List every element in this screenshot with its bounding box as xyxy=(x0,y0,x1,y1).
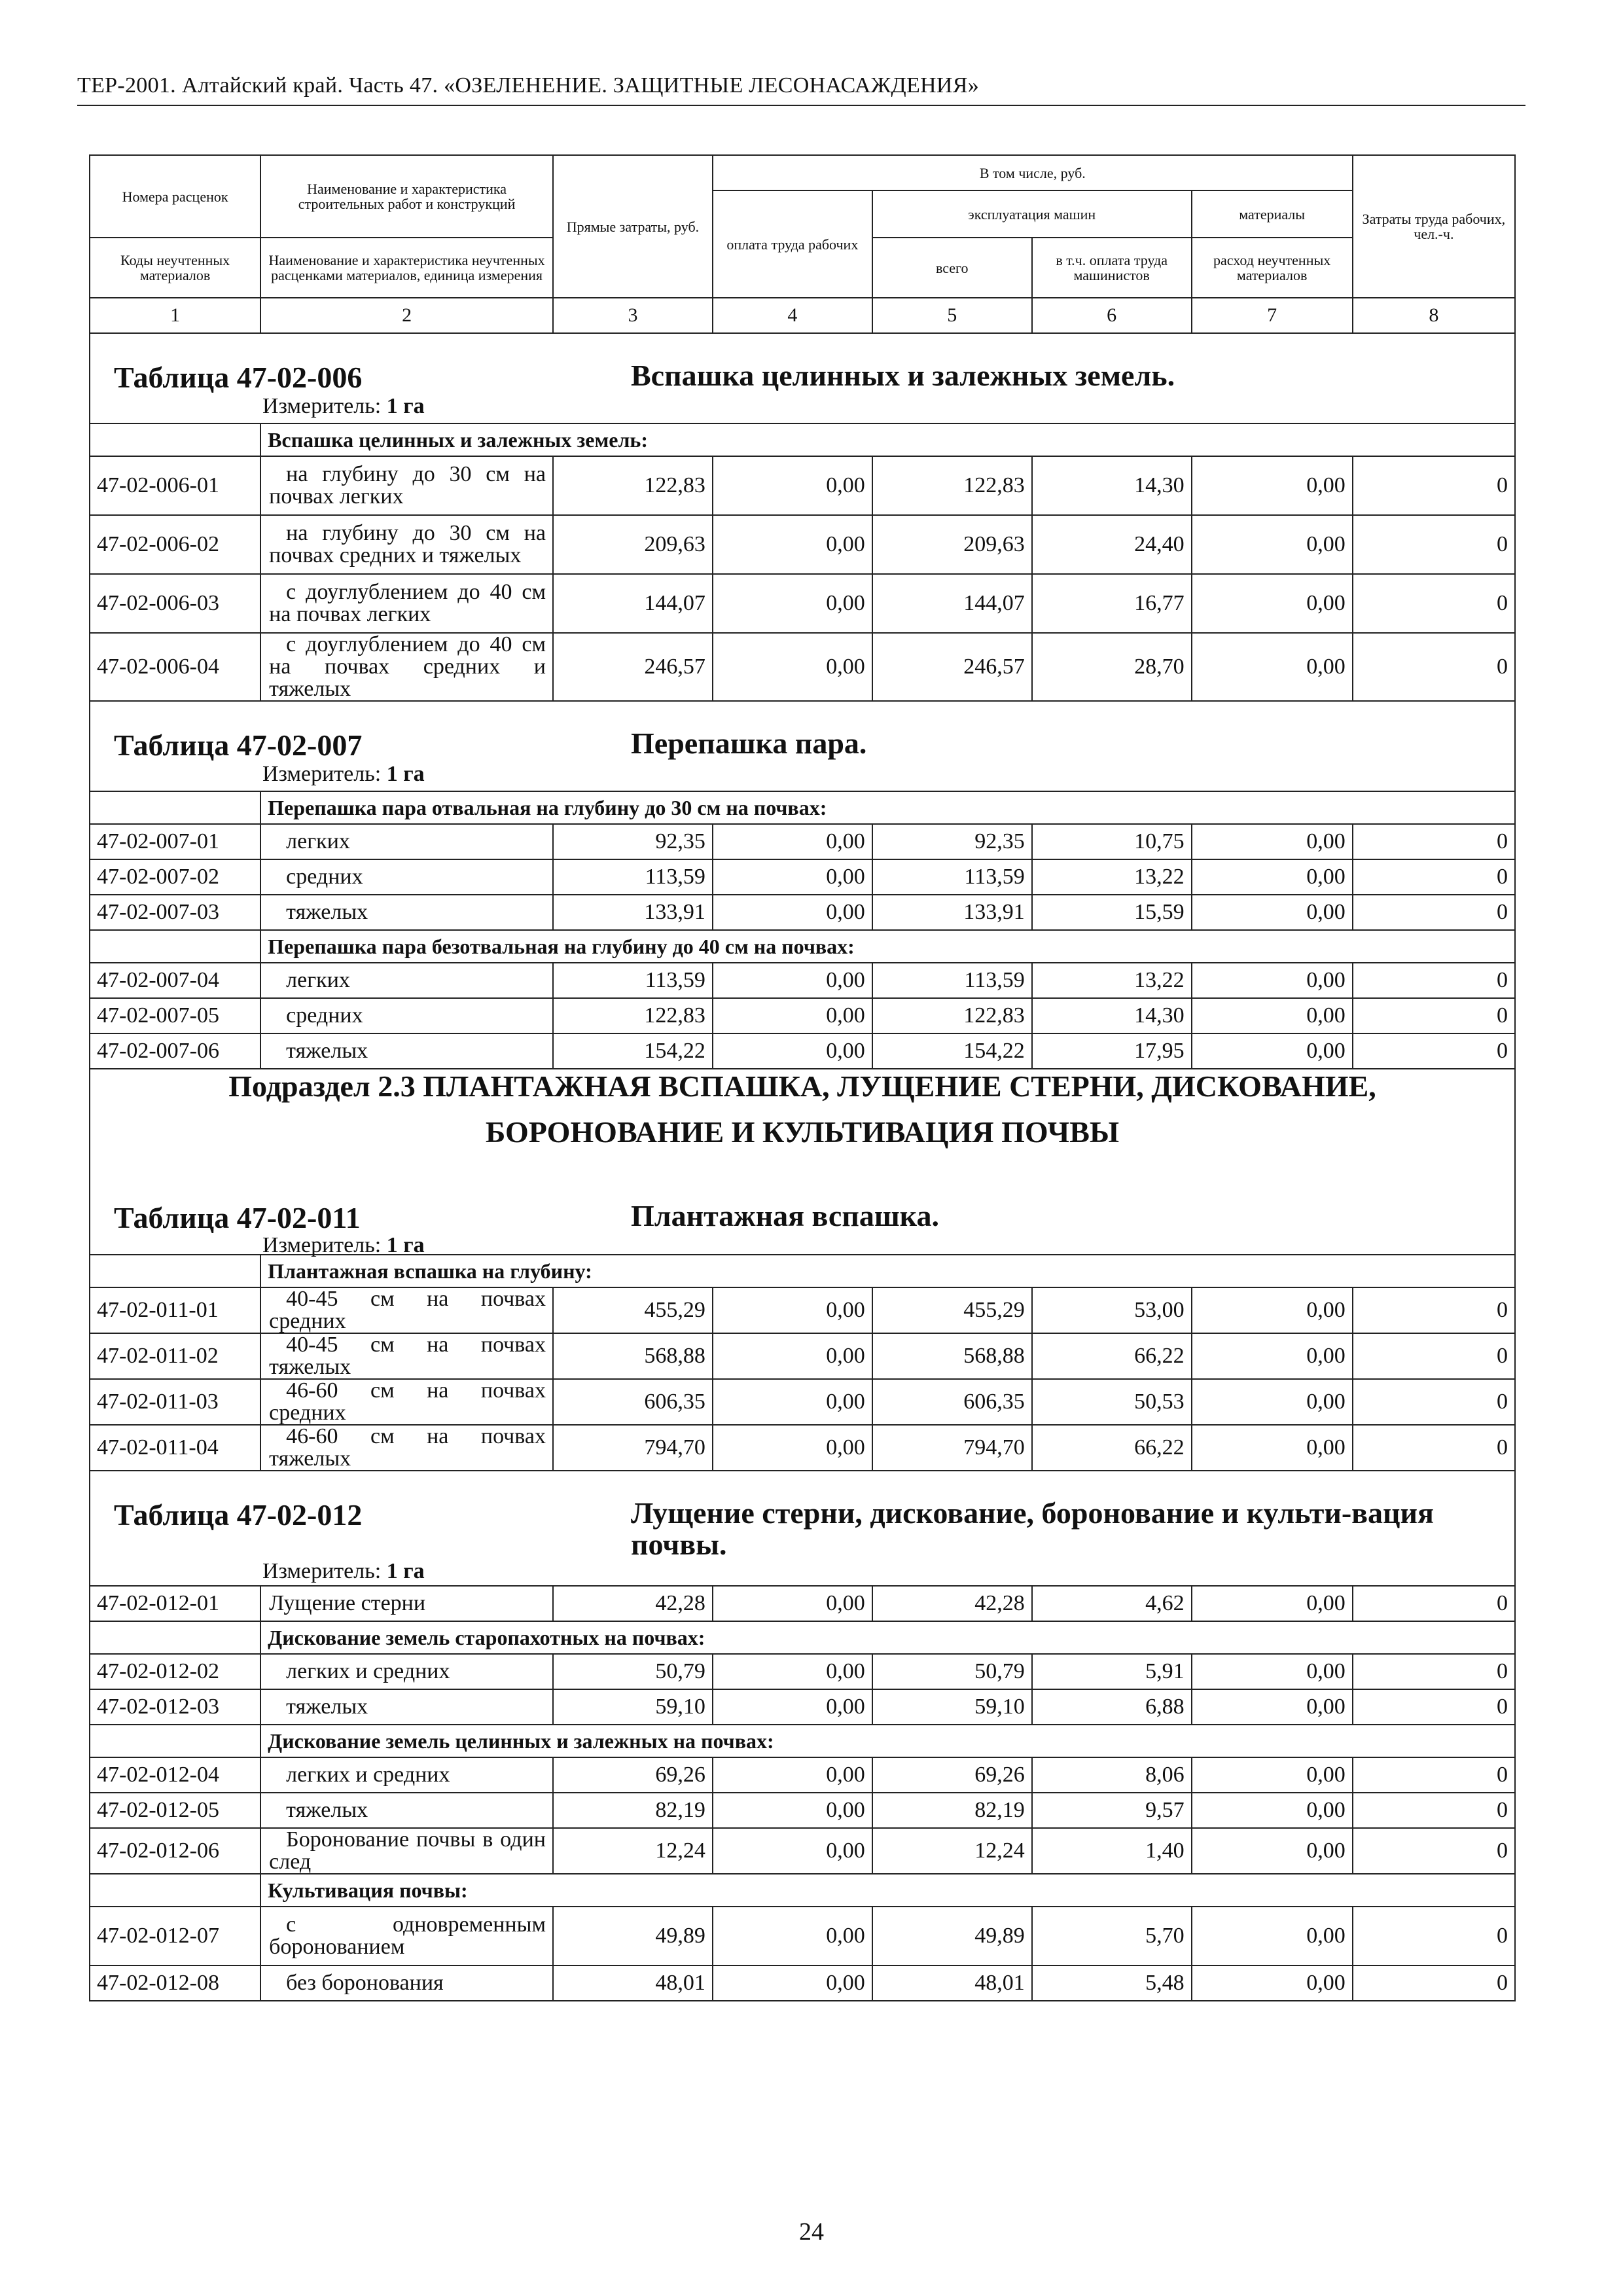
rates-table xyxy=(89,154,1516,2001)
materials-cost: 0,00 xyxy=(1192,824,1353,859)
labor-cost: 0,00 xyxy=(713,456,872,515)
work-name: с доуглублением до 40 см на почвах средних и тяжелых xyxy=(260,633,553,701)
rate-code: 47-02-012-05 xyxy=(90,1793,260,1828)
labor-hours: 0 xyxy=(1353,1757,1515,1793)
labor-cost: 0,00 xyxy=(713,515,872,574)
direct-cost: 12,24 xyxy=(553,1828,713,1874)
column-numbers-row xyxy=(90,298,1515,333)
subheading-spacer xyxy=(90,791,260,824)
column-number: 4 xyxy=(713,298,872,333)
measure-label-text: Измеритель: xyxy=(262,394,382,418)
rate-code: 47-02-012-03 xyxy=(90,1689,260,1725)
table-row xyxy=(90,1757,1515,1793)
table-row xyxy=(90,1689,1515,1725)
labor-cost: 0,00 xyxy=(713,1425,872,1471)
machines-cost: 49,89 xyxy=(872,1907,1032,1965)
machinists-cost: 66,22 xyxy=(1032,1333,1192,1379)
work-name: без боронования xyxy=(260,1965,553,2001)
rate-code: 47-02-012-04 xyxy=(90,1757,260,1793)
table-block-header xyxy=(90,701,1515,791)
header-col3: Прямые затраты, руб. xyxy=(553,155,713,298)
table-row xyxy=(90,1287,1515,1333)
direct-cost: 144,07 xyxy=(553,574,713,633)
work-name: 46-60 см на почвах средних xyxy=(260,1379,553,1425)
table-block-cell xyxy=(90,1165,1515,1255)
direct-cost: 48,01 xyxy=(553,1965,713,2001)
work-name: легких и средних xyxy=(260,1757,553,1793)
machines-cost: 69,26 xyxy=(872,1757,1032,1793)
labor-hours: 0 xyxy=(1353,456,1515,515)
direct-cost: 50,79 xyxy=(553,1654,713,1689)
labor-cost: 0,00 xyxy=(713,824,872,859)
labor-cost: 0,00 xyxy=(713,1757,872,1793)
materials-cost: 0,00 xyxy=(1192,633,1353,701)
table-row xyxy=(90,1828,1515,1874)
table-row xyxy=(90,1425,1515,1471)
rate-code: 47-02-006-02 xyxy=(90,515,260,574)
machines-cost: 606,35 xyxy=(872,1379,1032,1425)
work-name: с одновременным боронованием xyxy=(260,1907,553,1965)
header-group-materials: материалы xyxy=(1192,190,1353,238)
labor-cost: 0,00 xyxy=(713,859,872,895)
column-number: 2 xyxy=(260,298,553,333)
labor-hours: 0 xyxy=(1353,1033,1515,1069)
table-row xyxy=(90,824,1515,859)
measure-label-text: Измеритель: xyxy=(262,762,382,786)
table-block xyxy=(97,702,1508,791)
rate-code: 47-02-011-04 xyxy=(90,1425,260,1471)
header-col6: в т.ч. оплата труда машинистов xyxy=(1032,238,1192,298)
header-col2-top: Наименование и характеристика строительных работ и конструкций xyxy=(260,155,553,238)
machinists-cost: 1,40 xyxy=(1032,1828,1192,1874)
materials-cost: 0,00 xyxy=(1192,1379,1353,1425)
labor-cost: 0,00 xyxy=(713,1828,872,1874)
labor-hours: 0 xyxy=(1353,1793,1515,1828)
machinists-cost: 53,00 xyxy=(1032,1287,1192,1333)
subsection-row xyxy=(90,1069,1515,1165)
machinists-cost: 4,62 xyxy=(1032,1586,1192,1621)
machines-cost: 568,88 xyxy=(872,1333,1032,1379)
machines-cost: 246,57 xyxy=(872,633,1032,701)
table-row xyxy=(90,998,1515,1033)
materials-cost: 0,00 xyxy=(1192,1757,1353,1793)
machinists-cost: 50,53 xyxy=(1032,1379,1192,1425)
materials-cost: 0,00 xyxy=(1192,1425,1353,1471)
column-number: 3 xyxy=(553,298,713,333)
group-subheading-row xyxy=(90,1621,1515,1654)
work-name: 40-45 см на почвах средних xyxy=(260,1287,553,1333)
table-id: Таблица 47-02-007 xyxy=(114,728,363,762)
rate-code: 47-02-011-03 xyxy=(90,1379,260,1425)
materials-cost: 0,00 xyxy=(1192,1828,1353,1874)
table-block xyxy=(97,1471,1508,1585)
materials-cost: 0,00 xyxy=(1192,1689,1353,1725)
labor-hours: 0 xyxy=(1353,633,1515,701)
machinists-cost: 13,22 xyxy=(1032,859,1192,895)
header-col8: Затраты труда рабочих, чел.-ч. xyxy=(1353,155,1515,298)
page-number: 24 xyxy=(799,2218,824,2246)
machinists-cost: 6,88 xyxy=(1032,1689,1192,1725)
subsection-line1: Подраздел 2.3 ПЛАНТАЖНАЯ ВСПАШКА, ЛУЩЕНИЕ СТЕРНИ, ДИСКОВАНИЕ, xyxy=(228,1069,1376,1103)
subheading-spacer xyxy=(90,423,260,456)
machines-cost: 82,19 xyxy=(872,1793,1032,1828)
direct-cost: 82,19 xyxy=(553,1793,713,1828)
direct-cost: 133,91 xyxy=(553,895,713,930)
header-col1-bottom: Коды неучтенных материалов xyxy=(90,238,260,298)
rate-code: 47-02-007-06 xyxy=(90,1033,260,1069)
machines-cost: 48,01 xyxy=(872,1965,1032,2001)
materials-cost: 0,00 xyxy=(1192,574,1353,633)
labor-hours: 0 xyxy=(1353,515,1515,574)
table-block-header xyxy=(90,1471,1515,1586)
rate-code: 47-02-007-01 xyxy=(90,824,260,859)
direct-cost: 113,59 xyxy=(553,859,713,895)
column-number: 1 xyxy=(90,298,260,333)
table-row xyxy=(90,456,1515,515)
direct-cost: 455,29 xyxy=(553,1287,713,1333)
labor-hours: 0 xyxy=(1353,1425,1515,1471)
table-row xyxy=(90,1379,1515,1425)
rate-code: 47-02-007-05 xyxy=(90,998,260,1033)
machines-cost: 50,79 xyxy=(872,1654,1032,1689)
measure-unit: 1 га xyxy=(386,394,425,418)
rate-code: 47-02-012-02 xyxy=(90,1654,260,1689)
labor-cost: 0,00 xyxy=(713,895,872,930)
table-row xyxy=(90,859,1515,895)
group-subheading: Вспашка целинных и залежных земель: xyxy=(260,423,1515,456)
page-header: ТЕР-2001. Алтайский край. Часть 47. «ОЗЕЛЕНЕНИЕ. ЗАЩИТНЫЕ ЛЕСОНАСАЖДЕНИЯ» xyxy=(77,73,1525,106)
work-name: на глубину до 30 см на почвах легких xyxy=(260,456,553,515)
materials-cost: 0,00 xyxy=(1192,1793,1353,1828)
measure-label xyxy=(262,762,425,787)
group-subheading: Дискование земель целинных и залежных на почвах: xyxy=(260,1725,1515,1757)
materials-cost: 0,00 xyxy=(1192,1033,1353,1069)
materials-cost: 0,00 xyxy=(1192,1907,1353,1965)
work-name: на глубину до 30 см на почвах средних и тяжелых xyxy=(260,515,553,574)
materials-cost: 0,00 xyxy=(1192,1287,1353,1333)
table-row xyxy=(90,574,1515,633)
rate-code: 47-02-011-02 xyxy=(90,1333,260,1379)
machines-cost: 154,22 xyxy=(872,1033,1032,1069)
direct-cost: 49,89 xyxy=(553,1907,713,1965)
column-number: 8 xyxy=(1353,298,1515,333)
work-name: тяжелых xyxy=(260,1689,553,1725)
table-block-cell xyxy=(90,1471,1515,1586)
measure-unit: 1 га xyxy=(386,1233,425,1257)
table-row xyxy=(90,1586,1515,1621)
table-title: Вспашка целинных и залежных земель. xyxy=(631,359,1175,392)
machinists-cost: 24,40 xyxy=(1032,515,1192,574)
group-subheading-row xyxy=(90,1725,1515,1757)
materials-cost: 0,00 xyxy=(1192,1333,1353,1379)
rate-code: 47-02-011-01 xyxy=(90,1287,260,1333)
direct-cost: 122,83 xyxy=(553,456,713,515)
materials-cost: 0,00 xyxy=(1192,963,1353,998)
subheading-spacer xyxy=(90,1255,260,1287)
rate-code: 47-02-007-03 xyxy=(90,895,260,930)
group-subheading-row xyxy=(90,791,1515,824)
labor-hours: 0 xyxy=(1353,859,1515,895)
table-row xyxy=(90,1654,1515,1689)
rate-code: 47-02-012-08 xyxy=(90,1965,260,2001)
work-name: Лущение стерни xyxy=(260,1586,553,1621)
labor-cost: 0,00 xyxy=(713,998,872,1033)
direct-cost: 69,26 xyxy=(553,1757,713,1793)
table-row xyxy=(90,1793,1515,1828)
labor-hours: 0 xyxy=(1353,1287,1515,1333)
table-row xyxy=(90,515,1515,574)
materials-cost: 0,00 xyxy=(1192,859,1353,895)
labor-cost: 0,00 xyxy=(713,633,872,701)
machinists-cost: 5,91 xyxy=(1032,1654,1192,1689)
labor-hours: 0 xyxy=(1353,895,1515,930)
labor-cost: 0,00 xyxy=(713,963,872,998)
work-name: тяжелых xyxy=(260,895,553,930)
header-col4: оплата труда рабочих xyxy=(713,190,872,298)
machinists-cost: 17,95 xyxy=(1032,1033,1192,1069)
machinists-cost: 16,77 xyxy=(1032,574,1192,633)
rate-code: 47-02-006-03 xyxy=(90,574,260,633)
header-group-incl: В том числе, руб. xyxy=(713,155,1353,190)
subheading-spacer xyxy=(90,930,260,963)
rate-code: 47-02-012-07 xyxy=(90,1907,260,1965)
group-subheading-row xyxy=(90,423,1515,456)
materials-cost: 0,00 xyxy=(1192,1586,1353,1621)
labor-cost: 0,00 xyxy=(713,1287,872,1333)
group-subheading-row xyxy=(90,930,1515,963)
measure-label-text: Измеритель: xyxy=(262,1233,382,1257)
direct-cost: 59,10 xyxy=(553,1689,713,1725)
labor-cost: 0,00 xyxy=(713,1793,872,1828)
direct-cost: 606,35 xyxy=(553,1379,713,1425)
machines-cost: 12,24 xyxy=(872,1828,1032,1874)
work-name: легких xyxy=(260,963,553,998)
table-row xyxy=(90,1965,1515,2001)
header-col5: всего xyxy=(872,238,1032,298)
table-title: Лущение стерни, дискование, боронование и культи-вация почвы. xyxy=(631,1496,1434,1561)
column-number: 5 xyxy=(872,298,1032,333)
materials-cost: 0,00 xyxy=(1192,895,1353,930)
work-name: легких и средних xyxy=(260,1654,553,1689)
table-block-header xyxy=(90,333,1515,423)
materials-cost: 0,00 xyxy=(1192,1965,1353,2001)
work-name: 46-60 см на почвах тяжелых xyxy=(260,1425,553,1471)
labor-hours: 0 xyxy=(1353,1689,1515,1725)
table-row xyxy=(90,1333,1515,1379)
group-subheading: Перепашка пара безотвальная на глубину до 40 см на почвах: xyxy=(260,930,1515,963)
labor-hours: 0 xyxy=(1353,1654,1515,1689)
labor-hours: 0 xyxy=(1353,574,1515,633)
rate-code: 47-02-007-04 xyxy=(90,963,260,998)
table-row xyxy=(90,963,1515,998)
subsection-cell xyxy=(90,1069,1515,1165)
table-row xyxy=(90,895,1515,930)
measure-label-text: Измеритель: xyxy=(262,1559,382,1583)
direct-cost: 42,28 xyxy=(553,1586,713,1621)
header-col2-bottom: Наименование и характеристика неучтенных расценками материалов, единица измерения xyxy=(260,238,553,298)
labor-hours: 0 xyxy=(1353,963,1515,998)
work-name: средних xyxy=(260,859,553,895)
machines-cost: 455,29 xyxy=(872,1287,1032,1333)
direct-cost: 794,70 xyxy=(553,1425,713,1471)
labor-hours: 0 xyxy=(1353,1965,1515,2001)
direct-cost: 568,88 xyxy=(553,1333,713,1379)
machines-cost: 59,10 xyxy=(872,1689,1032,1725)
table-block-header xyxy=(90,1165,1515,1255)
measure-label xyxy=(262,1233,425,1258)
table-row xyxy=(90,633,1515,701)
machinists-cost: 15,59 xyxy=(1032,895,1192,930)
rate-code: 47-02-012-01 xyxy=(90,1586,260,1621)
labor-hours: 0 xyxy=(1353,824,1515,859)
labor-cost: 0,00 xyxy=(713,1033,872,1069)
table-block-cell xyxy=(90,333,1515,423)
work-name: с доуглублением до 40 см на почвах легких xyxy=(260,574,553,633)
labor-cost: 0,00 xyxy=(713,1333,872,1379)
group-subheading: Перепашка пара отвальная на глубину до 30 см на почвах: xyxy=(260,791,1515,824)
direct-cost: 113,59 xyxy=(553,963,713,998)
machines-cost: 113,59 xyxy=(872,859,1032,895)
work-name: легких xyxy=(260,824,553,859)
machines-cost: 122,83 xyxy=(872,998,1032,1033)
materials-cost: 0,00 xyxy=(1192,998,1353,1033)
labor-hours: 0 xyxy=(1353,1379,1515,1425)
table-row xyxy=(90,1033,1515,1069)
table-header xyxy=(90,155,1515,333)
machines-cost: 144,07 xyxy=(872,574,1032,633)
group-subheading-row xyxy=(90,1255,1515,1287)
subsection-line2: БОРОНОВАНИЕ И КУЛЬТИВАЦИЯ ПОЧВЫ xyxy=(485,1115,1120,1149)
machinists-cost: 9,57 xyxy=(1032,1793,1192,1828)
table-title: Плантажная вспашка. xyxy=(631,1199,939,1232)
machines-cost: 794,70 xyxy=(872,1425,1032,1471)
work-name: 40-45 см на почвах тяжелых xyxy=(260,1333,553,1379)
machinists-cost: 66,22 xyxy=(1032,1425,1192,1471)
rate-code: 47-02-006-01 xyxy=(90,456,260,515)
header-col1-top: Номера расценок xyxy=(90,155,260,238)
table-id: Таблица 47-02-011 xyxy=(114,1201,361,1234)
direct-cost: 92,35 xyxy=(553,824,713,859)
labor-cost: 0,00 xyxy=(713,1586,872,1621)
table-id: Таблица 47-02-012 xyxy=(114,1498,363,1532)
group-subheading: Культивация почвы: xyxy=(260,1874,1515,1907)
rate-code: 47-02-012-06 xyxy=(90,1828,260,1874)
machinists-cost: 5,48 xyxy=(1032,1965,1192,2001)
labor-cost: 0,00 xyxy=(713,1654,872,1689)
materials-cost: 0,00 xyxy=(1192,456,1353,515)
labor-cost: 0,00 xyxy=(713,574,872,633)
machinists-cost: 8,06 xyxy=(1032,1757,1192,1793)
table-block xyxy=(97,1165,1508,1257)
labor-cost: 0,00 xyxy=(713,1379,872,1425)
machinists-cost: 13,22 xyxy=(1032,963,1192,998)
machinists-cost: 14,30 xyxy=(1032,456,1192,515)
rate-code: 47-02-007-02 xyxy=(90,859,260,895)
group-subheading: Плантажная вспашка на глубину: xyxy=(260,1255,1515,1287)
column-number: 6 xyxy=(1032,298,1192,333)
measure-label xyxy=(262,394,425,419)
header-group-machines: эксплуатация машин xyxy=(872,190,1192,238)
subheading-spacer xyxy=(90,1621,260,1654)
labor-hours: 0 xyxy=(1353,1907,1515,1965)
labor-cost: 0,00 xyxy=(713,1689,872,1725)
table-body xyxy=(90,333,1515,2001)
machines-cost: 122,83 xyxy=(872,456,1032,515)
labor-hours: 0 xyxy=(1353,1586,1515,1621)
labor-hours: 0 xyxy=(1353,998,1515,1033)
table-title: Перепашка пара. xyxy=(631,726,867,760)
machines-cost: 92,35 xyxy=(872,824,1032,859)
labor-hours: 0 xyxy=(1353,1828,1515,1874)
table-block-cell xyxy=(90,701,1515,791)
column-number: 7 xyxy=(1192,298,1353,333)
work-name: тяжелых xyxy=(260,1793,553,1828)
work-name: тяжелых xyxy=(260,1033,553,1069)
machinists-cost: 28,70 xyxy=(1032,633,1192,701)
table-block xyxy=(97,334,1508,423)
materials-cost: 0,00 xyxy=(1192,1654,1353,1689)
direct-cost: 209,63 xyxy=(553,515,713,574)
machines-cost: 42,28 xyxy=(872,1586,1032,1621)
machinists-cost: 10,75 xyxy=(1032,824,1192,859)
machines-cost: 209,63 xyxy=(872,515,1032,574)
measure-unit: 1 га xyxy=(386,762,425,786)
table-row xyxy=(90,1907,1515,1965)
measure-unit: 1 га xyxy=(386,1559,425,1583)
rate-code: 47-02-006-04 xyxy=(90,633,260,701)
labor-cost: 0,00 xyxy=(713,1965,872,2001)
machinists-cost: 14,30 xyxy=(1032,998,1192,1033)
machines-cost: 133,91 xyxy=(872,895,1032,930)
machinists-cost: 5,70 xyxy=(1032,1907,1192,1965)
subsection-title xyxy=(90,1069,1514,1165)
subheading-spacer xyxy=(90,1874,260,1907)
labor-cost: 0,00 xyxy=(713,1907,872,1965)
labor-hours: 0 xyxy=(1353,1333,1515,1379)
direct-cost: 154,22 xyxy=(553,1033,713,1069)
materials-cost: 0,00 xyxy=(1192,515,1353,574)
measure-label xyxy=(262,1559,425,1584)
header-col7: расход неучтенных материалов xyxy=(1192,238,1353,298)
group-subheading: Дискование земель старопахотных на почвах: xyxy=(260,1621,1515,1654)
work-name: средних xyxy=(260,998,553,1033)
machines-cost: 113,59 xyxy=(872,963,1032,998)
table-id: Таблица 47-02-006 xyxy=(114,361,363,394)
work-name: Боронование почвы в один след xyxy=(260,1828,553,1874)
group-subheading-row xyxy=(90,1874,1515,1907)
direct-cost: 122,83 xyxy=(553,998,713,1033)
subheading-spacer xyxy=(90,1725,260,1757)
direct-cost: 246,57 xyxy=(553,633,713,701)
